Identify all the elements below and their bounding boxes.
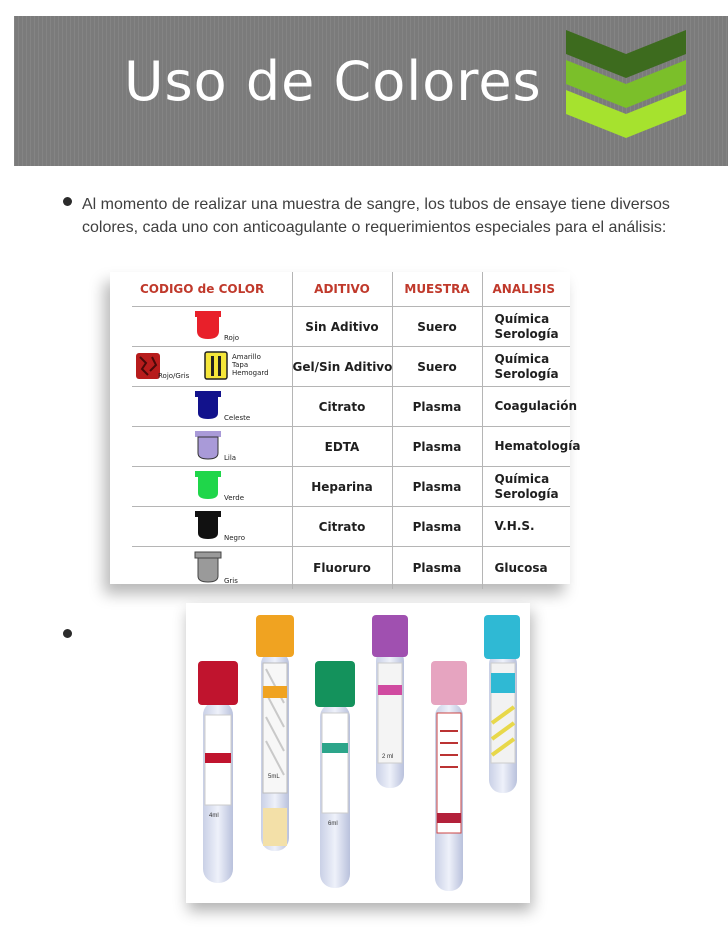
table-row <box>132 307 570 347</box>
blood-tubes-photo <box>186 603 530 903</box>
muestra-cell: Plasma <box>392 547 482 590</box>
green-tube-cap-icon <box>194 471 222 501</box>
red-cap-tube <box>198 661 238 883</box>
analisis-line: Glucosa <box>494 560 548 575</box>
color-swatch-cell <box>132 347 292 387</box>
analisis-line: Química <box>494 471 550 486</box>
color-label: Negro <box>224 534 245 542</box>
muestra-cell: Suero <box>392 307 482 347</box>
gray-tube-cap-icon <box>194 552 222 584</box>
svg-text:5mL: 5mL <box>268 774 280 780</box>
blue-tube-cap-icon <box>194 391 222 421</box>
header-muestra: MUESTRA <box>392 272 482 307</box>
aditivo-cell: Heparina <box>292 467 392 507</box>
analisis-line: Química <box>494 351 550 366</box>
color-label: Tapa <box>232 361 249 369</box>
pink-cap-tube <box>431 661 467 891</box>
aditivo-cell: Citrato <box>292 507 392 547</box>
muestra-cell: Plasma <box>392 387 482 427</box>
color-code-table-image <box>110 272 581 585</box>
red-tube-cap-icon <box>194 311 222 341</box>
light-blue-cap-tube <box>484 615 520 793</box>
analisis-cell <box>482 427 581 467</box>
aditivo-cell: Gel/Sin Aditivo <box>292 347 392 387</box>
muestra-cell: Plasma <box>392 427 482 467</box>
color-label: Verde <box>224 494 245 502</box>
color-label: Rojo <box>224 334 240 342</box>
analisis-line: V.H.S. <box>494 519 535 533</box>
svg-text:4ml: 4ml <box>209 813 219 819</box>
muestra-cell: Plasma <box>392 467 482 507</box>
table-row <box>132 467 570 507</box>
analisis-cell <box>482 467 570 507</box>
analisis-line: Serología <box>494 326 559 341</box>
color-label: Gris <box>224 577 238 585</box>
color-label: Rojo/Gris <box>158 372 190 380</box>
analisis-line: Hematología <box>494 439 581 453</box>
color-swatch-cell <box>132 467 292 507</box>
color-label: Celeste <box>224 414 251 422</box>
analisis-line: Coagulación <box>494 399 578 413</box>
table-row <box>132 387 570 427</box>
analisis-line: Serología <box>494 486 559 501</box>
analisis-cell <box>482 387 578 427</box>
green-cap-tube <box>315 661 355 888</box>
chevron-logo-icon <box>552 20 692 150</box>
svg-text:2 ml: 2 ml <box>382 754 394 760</box>
bullet-point <box>63 629 72 638</box>
analisis-cell <box>482 507 570 547</box>
aditivo-cell: Citrato <box>292 387 392 427</box>
yellow-tube-cap-icon <box>204 352 228 380</box>
muestra-cell: Suero <box>392 347 482 387</box>
analisis-cell <box>482 347 570 387</box>
lavender-cap-tube <box>372 615 408 788</box>
color-label: Hemogard <box>232 369 269 377</box>
table-row <box>132 427 570 467</box>
aditivo-cell: Fluoruro <box>292 547 392 590</box>
table-header-row <box>132 272 570 307</box>
color-swatch-cell <box>132 507 292 547</box>
aditivo-cell: EDTA <box>292 427 392 467</box>
aditivo-cell: Sin Aditivo <box>292 307 392 347</box>
analisis-line: Serología <box>494 366 559 381</box>
lilac-tube-cap-icon <box>194 431 222 461</box>
gold-cap-tube <box>256 615 294 851</box>
table-row <box>132 347 570 387</box>
vacutainer-tubes-image <box>186 603 530 903</box>
page-title: Uso de Colores <box>124 50 542 113</box>
color-swatch-cell <box>132 427 292 467</box>
color-label: Lila <box>224 454 237 462</box>
muestra-cell: Plasma <box>392 507 482 547</box>
black-tube-cap-icon <box>194 511 222 541</box>
color-label: Amarillo <box>232 353 261 361</box>
analisis-line: Química <box>494 311 550 326</box>
svg-text:6ml: 6ml <box>328 821 338 827</box>
header-aditivo: ADITIVO <box>292 272 392 307</box>
bullet-point <box>63 197 72 206</box>
analisis-cell <box>482 547 570 590</box>
table-row <box>132 547 570 590</box>
color-swatch-cell <box>132 547 292 590</box>
header-codigo: CODIGO de COLOR <box>132 272 292 307</box>
intro-paragraph: Al momento de realizar una muestra de sangre, los tubos de ensaye tiene diversos colores, cada uno con anticoagulante o requerimientos especiales para el análisis: <box>82 196 670 236</box>
analisis-cell <box>482 307 570 347</box>
table-row <box>132 507 570 547</box>
color-swatch-cell <box>132 387 292 427</box>
color-swatch-cell <box>132 307 292 347</box>
color-code-table <box>132 272 581 589</box>
header-analisis: ANALISIS <box>492 282 555 296</box>
